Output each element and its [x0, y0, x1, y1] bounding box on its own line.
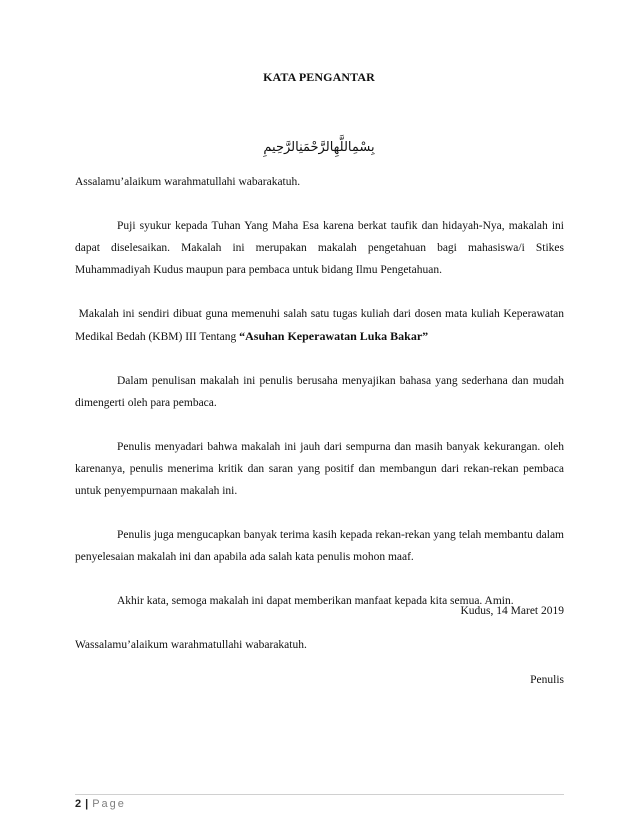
paragraph-1: Puji syukur kepada Tuhan Yang Maha Esa karena berkat taufik dan hidayah-Nya, makalah ini dapat diselesaikan. Makalah ini merupakan makalah pengetahuan bagi mahasiswa/i Stikes Muhammadiyah Kudus maupun para pembaca untuk bidang Ilmu Pengetahuan.: [75, 220, 564, 276]
footer-divider: [75, 794, 564, 795]
date-line: Kudus, 14 Maret 2019: [460, 605, 564, 617]
paragraph-5: Penulis juga mengucapkan banyak terima kasih kepada rekan-rekan yang telah membantu dalam penyelesaian makalah ini dan apabila ada salah kata penulis mohon maaf.: [75, 529, 564, 563]
paragraph-2-topic: “Asuhan Keperawatan Luka Bakar”: [239, 329, 429, 343]
paragraph-6: Akhir kata, semoga makalah ini dapat memberikan manfaat kepada kita semua. Amin.: [117, 595, 514, 607]
paragraph-2-text: Makalah ini sendiri dibuat guna memenuhi salah satu tugas kuliah dari dosen mata kuliah Keperawatan Medikal Bedah (KBM) III Tentang: [75, 308, 564, 343]
footer-separator: |: [85, 798, 89, 810]
paragraph-3: Dalam penulisan makalah ini penulis berusaha menyajikan bahasa yang sederhana dan mudah dimengerti oleh para pembaca.: [75, 375, 564, 409]
basmala-text: بِسْمِاللَّهِالرَّحْمَنِالرَّحِيمِ: [263, 140, 375, 155]
document-body: [75, 171, 564, 656]
closing-paragraph: Wassalamu’alaikum warahmatullahi wabarakatuh.: [75, 639, 307, 651]
paragraph-4: Penulis menyadari bahwa makalah ini jauh dari sempurna dan masih banyak kekurangan. oleh karenanya, penulis menerima kritik dan saran yang positif dan membangun dari rekan-rekan pembaca untuk penyempurnaan makalah ini.: [75, 441, 564, 497]
page-label: Page: [92, 798, 126, 810]
signer-name: Penulis: [530, 674, 564, 686]
page-title: KATA PENGANTAR: [263, 70, 375, 84]
paragraph-2: [75, 303, 564, 348]
page-number: 2: [75, 798, 82, 810]
page-footer: [75, 798, 126, 810]
greeting-paragraph: Assalamu’alaikum warahmatullahi wabarakatuh.: [75, 176, 301, 188]
